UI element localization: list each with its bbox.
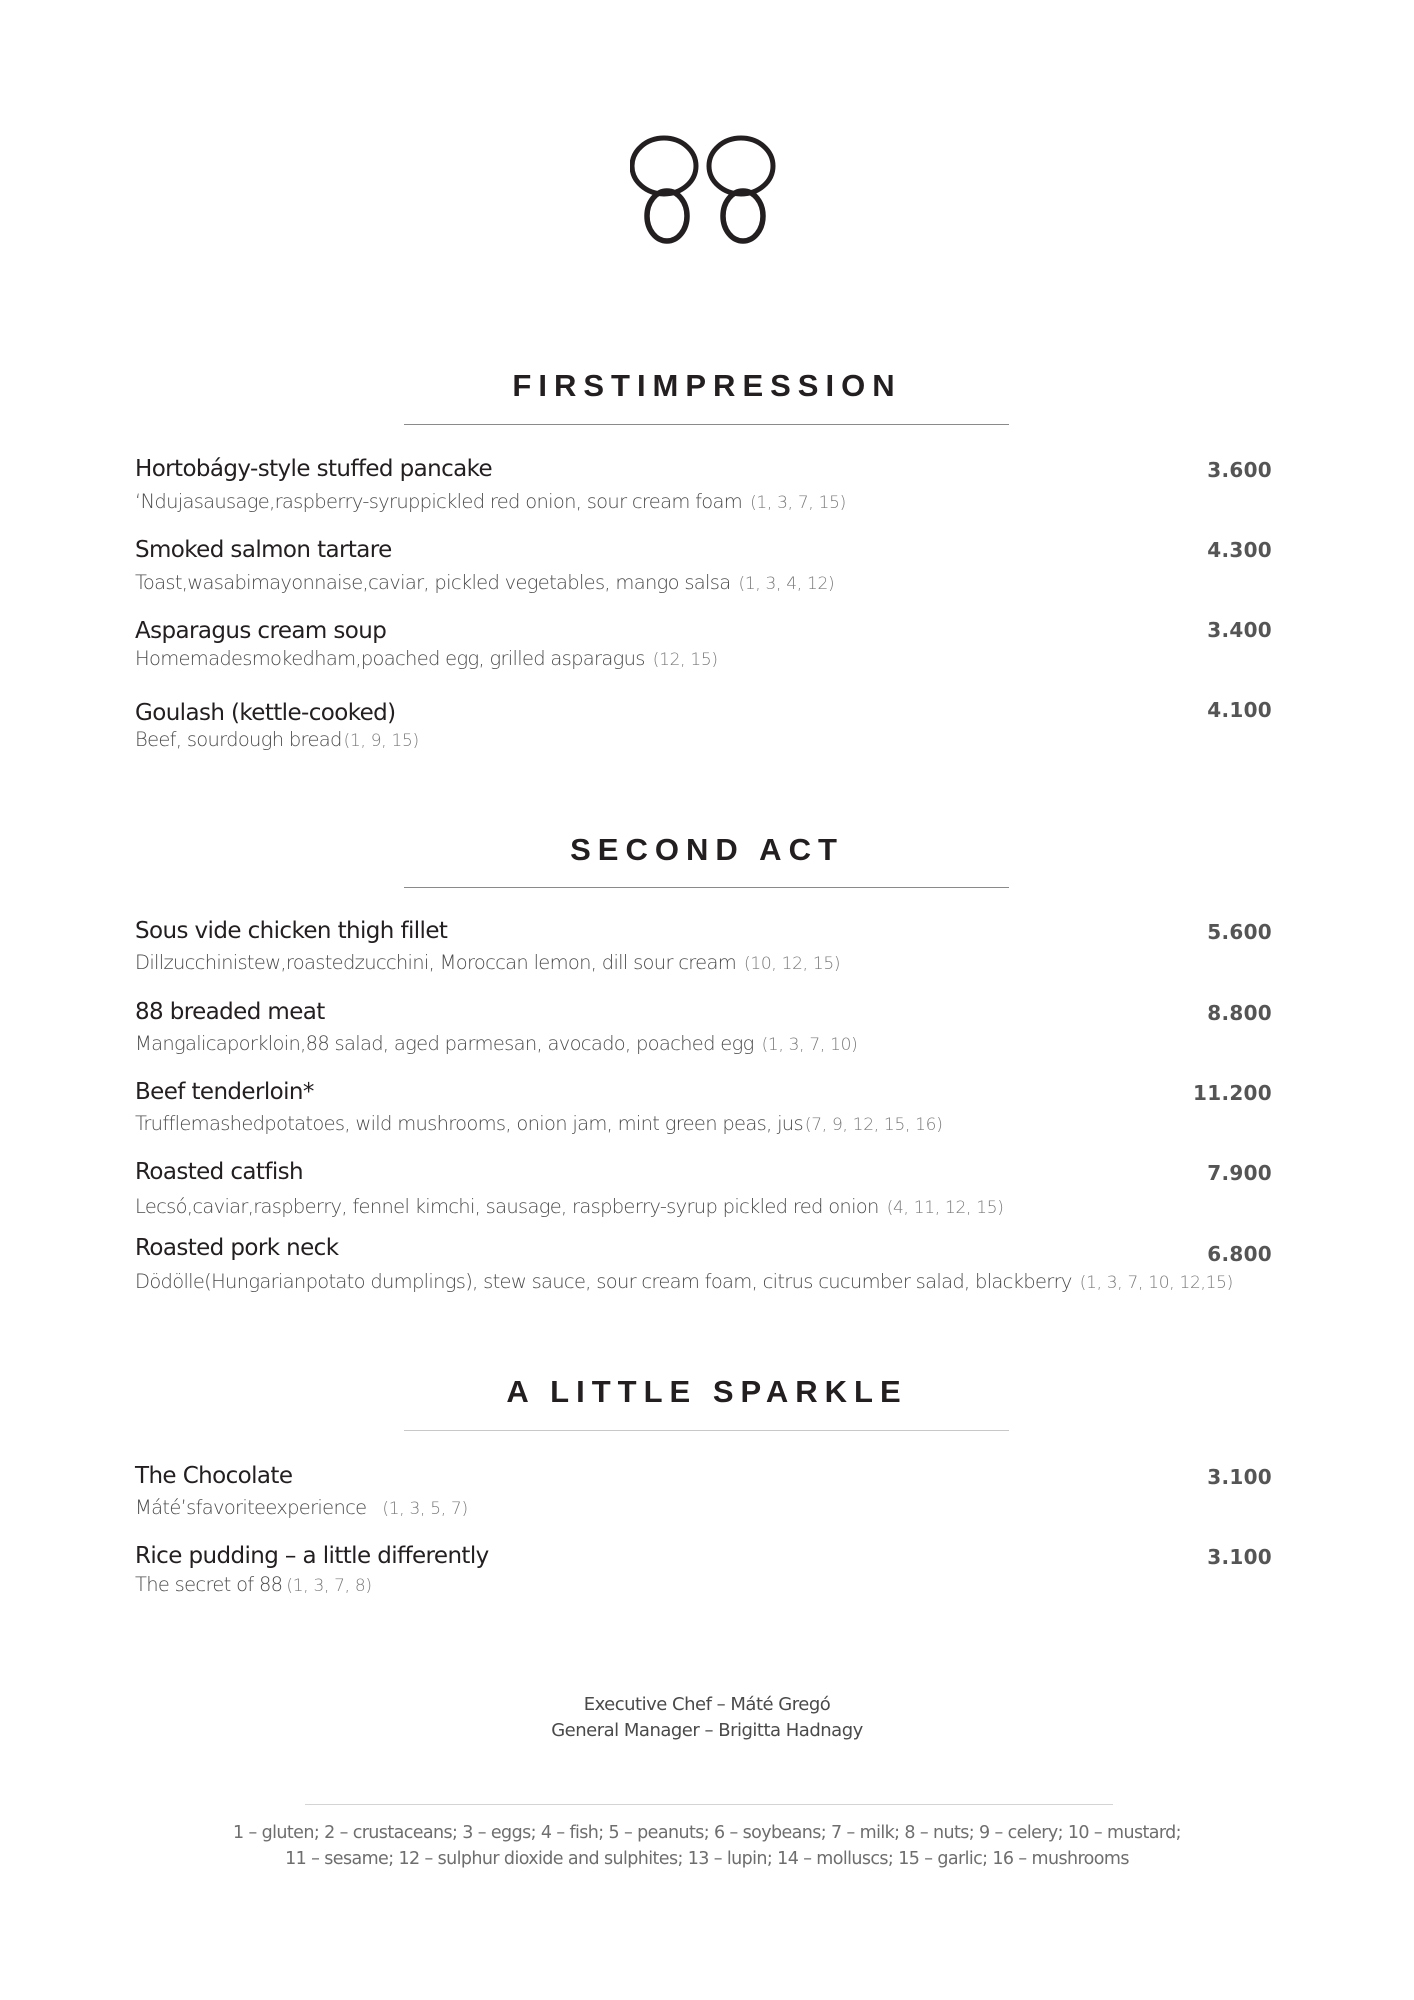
allergen-codes: (1, 3, 7, 8) [286, 1576, 372, 1596]
description-text: Trufflemashedpotatoes, wild mushrooms, onion jam, mint green peas, jus [135, 1112, 803, 1135]
menu-item-price: 8.800 [1207, 1001, 1272, 1025]
menu-item-price: 7.900 [1207, 1161, 1272, 1185]
menu-item-name: 88 breaded meat [135, 999, 325, 1025]
description-text: Lecsó,caviar,raspberry, fennel kimchi, sausage, raspberry-syrup pickled red onion [135, 1195, 879, 1218]
menu-item-price: 4.100 [1207, 698, 1272, 722]
menu-item-description [135, 571, 834, 594]
menu-item-name: Roasted pork neck [135, 1235, 339, 1261]
allergen-codes: (1, 3, 7, 15) [750, 493, 846, 513]
description-text: Mangalicaporkloin,88 salad, aged parmesan, avocado, poached egg [135, 1032, 754, 1055]
menu-item-price: 3.100 [1207, 1545, 1272, 1569]
general-manager-credit: General Manager – Brigitta Hadnagy [551, 1720, 863, 1741]
section-divider [404, 424, 1009, 425]
allergen-codes: (1, 3, 7, 10, 12,15) [1079, 1273, 1233, 1293]
section-divider [404, 887, 1009, 888]
menu-item-description [135, 1032, 857, 1055]
menu-item-price: 6.800 [1207, 1242, 1272, 1266]
description-text: The secret of 88 [135, 1573, 283, 1596]
menu-item-description [135, 647, 718, 670]
executive-chef-credit: Executive Chef – Máté Gregó [583, 1694, 831, 1715]
menu-item-price: 5.600 [1207, 920, 1272, 944]
allergen-codes: (7, 9, 12, 15, 16) [804, 1115, 943, 1135]
menu-item-description [135, 1573, 372, 1596]
menu-item-description [135, 951, 840, 974]
allergen-codes: (1, 3, 5, 7) [382, 1499, 468, 1519]
description-text: ‘Ndujasausage,raspberry-syruppickled red onion, sour cream foam [135, 490, 743, 513]
section-title-first-impression: FIRSTIMPRESSION [512, 368, 902, 403]
menu-item-price: 3.600 [1207, 458, 1272, 482]
section-title-a-little-sparkle: A LITTLE SPARKLE [506, 1374, 908, 1409]
allergen-codes: (1, 3, 4, 12) [738, 574, 835, 594]
description-text: Beef, sourdough bread [135, 728, 342, 751]
allergen-codes: (12, 15) [652, 650, 718, 670]
menu-item-description [135, 1496, 468, 1519]
menu-item-price: 11.200 [1193, 1081, 1272, 1105]
allergen-legend-line-1: 1 – gluten; 2 – crustaceans; 3 – eggs; 4 – fish; 5 – peanuts; 6 – soybeans; 7 – milk; 8 – nuts; 9 – celery; 10 – mustard; [233, 1823, 1181, 1843]
menu-item-description [135, 1112, 943, 1135]
allergen-codes: (10, 12, 15) [744, 954, 841, 974]
menu-item-name: The Chocolate [135, 1463, 293, 1489]
menu-item-name: Smoked salmon tartare [135, 537, 392, 563]
menu-item-description [135, 490, 846, 513]
menu-item-name: Sous vide chicken thigh fillet [135, 918, 448, 944]
section-title-second-act: SECOND ACT [570, 832, 844, 867]
allergen-codes: (4, 11, 12, 15) [886, 1198, 1004, 1218]
restaurant-logo-88 [630, 132, 780, 244]
menu-item-description [135, 1270, 1233, 1293]
menu-item-description [135, 1195, 1004, 1218]
legend-divider [305, 1804, 1113, 1805]
allergen-codes: (1, 3, 7, 10) [761, 1035, 858, 1055]
menu-item-price: 3.100 [1207, 1465, 1272, 1489]
staff-credits [0, 1692, 1414, 1744]
menu-item-name: Beef tenderloin* [135, 1079, 314, 1105]
menu-item-description [135, 728, 419, 751]
stylized-88-logo-icon [630, 132, 780, 244]
menu-item-price: 4.300 [1207, 538, 1272, 562]
description-text: Homemadesmokedham,poached egg, grilled asparagus [135, 647, 645, 670]
menu-item-name: Hortobágy-style stuffed pancake [135, 456, 493, 482]
allergen-legend [0, 1820, 1414, 1872]
description-text: Dödölle(Hungarianpotato dumplings), stew sauce, sour cream foam, citrus cucumber salad, blackberry [135, 1270, 1072, 1293]
menu-item-name: Asparagus cream soup [135, 618, 387, 644]
allergen-legend-line-2: 11 – sesame; 12 – sulphur dioxide and sulphites; 13 – lupin; 14 – molluscs; 15 – garlic; 16 – mushrooms [285, 1849, 1129, 1869]
menu-item-name: Goulash (kettle-cooked) [135, 700, 396, 726]
description-text: Máté’sfavoriteexperience [135, 1496, 367, 1519]
menu-item-name: Rice pudding – a little differently [135, 1543, 489, 1569]
description-text: Dillzucchinistew,roastedzucchini, Moroccan lemon, dill sour cream [135, 951, 737, 974]
menu-item-price: 3.400 [1207, 618, 1272, 642]
description-text: Toast,wasabimayonnaise,caviar, pickled vegetables, mango salsa [135, 571, 731, 594]
menu-item-name: Roasted catfish [135, 1159, 303, 1185]
section-divider [404, 1430, 1009, 1431]
allergen-codes: (1, 9, 15) [343, 731, 419, 751]
